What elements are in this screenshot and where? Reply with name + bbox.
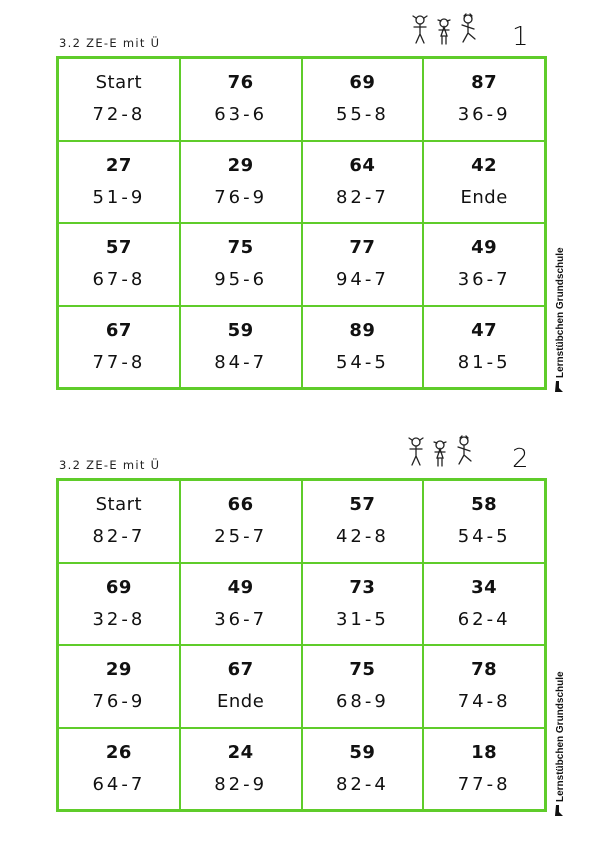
card-answer: 29 <box>227 154 254 176</box>
card-task: 68-9 <box>335 691 389 713</box>
publisher-label: Lernstübchen Grundschule <box>555 247 566 378</box>
domino-card <box>180 728 302 811</box>
card-answer: 59 <box>349 741 376 763</box>
sheet-title: 3.2 ZE-E mit Ü <box>59 458 161 472</box>
domino-card <box>58 306 180 389</box>
card-answer: 24 <box>227 741 254 763</box>
domino-card <box>302 480 424 563</box>
card-answer: 18 <box>471 741 498 763</box>
domino-card <box>302 58 424 141</box>
children-figures-icon <box>408 12 488 46</box>
card-task: 82-4 <box>335 773 389 795</box>
card-task: 25-7 <box>214 526 268 548</box>
domino-card <box>58 563 180 646</box>
domino-card <box>58 223 180 306</box>
card-answer: 57 <box>349 494 376 516</box>
card-task: 82-7 <box>92 526 146 548</box>
domino-card <box>58 141 180 224</box>
domino-card <box>58 480 180 563</box>
card-answer: 57 <box>105 237 132 259</box>
card-answer: 75 <box>227 237 254 259</box>
publisher-logo-icon <box>554 804 564 818</box>
domino-card <box>180 563 302 646</box>
domino-card <box>302 306 424 389</box>
card-task: 84-7 <box>214 351 268 373</box>
card-answer: 29 <box>105 659 132 681</box>
card-task: 76-9 <box>92 691 146 713</box>
card-task: 36-7 <box>214 608 268 630</box>
domino-card <box>423 58 545 141</box>
card-task: 36-9 <box>457 104 511 126</box>
card-task: 82-9 <box>214 773 268 795</box>
card-answer: 87 <box>471 72 498 94</box>
card-task: 95-6 <box>214 269 268 291</box>
card-answer: 49 <box>471 237 498 259</box>
card-answer: 75 <box>349 659 376 681</box>
domino-card <box>58 728 180 811</box>
domino-card <box>423 563 545 646</box>
sheet-number: 1 <box>512 22 529 52</box>
card-task: 64-7 <box>92 773 146 795</box>
card-task: 31-5 <box>335 608 389 630</box>
card-answer: 64 <box>349 154 376 176</box>
domino-card <box>180 58 302 141</box>
card-task: 67-8 <box>92 269 146 291</box>
card-answer: 49 <box>227 576 254 598</box>
card-answer: 27 <box>105 154 132 176</box>
card-answer: 67 <box>105 319 132 341</box>
card-task: 42-8 <box>335 526 389 548</box>
domino-card <box>58 645 180 728</box>
card-answer: 34 <box>471 576 498 598</box>
card-answer: 78 <box>471 659 498 681</box>
card-task: 36-7 <box>457 269 511 291</box>
card-answer: 69 <box>349 72 376 94</box>
domino-card <box>302 141 424 224</box>
card-answer: 69 <box>105 576 132 598</box>
domino-card <box>423 645 545 728</box>
card-answer: 58 <box>471 494 498 516</box>
domino-card <box>302 563 424 646</box>
card-task: 94-7 <box>335 269 389 291</box>
card-answer: 89 <box>349 319 376 341</box>
domino-card <box>180 645 302 728</box>
card-task: 51-9 <box>92 186 146 208</box>
card-answer: 67 <box>227 659 254 681</box>
domino-card <box>180 223 302 306</box>
publisher-label: Lernstübchen Grundschule <box>555 671 566 802</box>
card-answer: Start <box>95 72 143 94</box>
card-answer: 77 <box>349 237 376 259</box>
domino-card <box>180 141 302 224</box>
card-answer: 73 <box>349 576 376 598</box>
card-task: 32-8 <box>92 608 146 630</box>
card-task: 77-8 <box>92 351 146 373</box>
card-answer: 26 <box>105 741 132 763</box>
domino-card <box>423 223 545 306</box>
card-task: 74-8 <box>457 691 511 713</box>
domino-card <box>302 645 424 728</box>
card-task: 77-8 <box>457 773 511 795</box>
card-answer: 59 <box>227 319 254 341</box>
domino-card <box>423 480 545 563</box>
card-task: Ende <box>460 186 508 208</box>
domino-card <box>180 480 302 563</box>
card-answer: 42 <box>471 154 498 176</box>
sheet-number: 2 <box>512 444 529 474</box>
card-task: 81-5 <box>457 351 511 373</box>
card-answer: Start <box>95 494 143 516</box>
domino-grid <box>56 478 547 812</box>
card-task: 54-5 <box>335 351 389 373</box>
domino-card <box>58 58 180 141</box>
domino-card <box>423 728 545 811</box>
card-task: Ende <box>216 691 265 713</box>
card-task: 54-5 <box>457 526 511 548</box>
domino-card <box>302 728 424 811</box>
domino-card <box>423 141 545 224</box>
domino-card <box>180 306 302 389</box>
children-figures-icon <box>404 434 484 468</box>
card-answer: 76 <box>227 72 254 94</box>
card-task: 62-4 <box>457 608 511 630</box>
domino-grid <box>56 56 547 390</box>
sheet-title: 3.2 ZE-E mit Ü <box>59 36 161 50</box>
card-task: 76-9 <box>214 186 268 208</box>
publisher-logo-icon <box>554 380 564 394</box>
card-task: 82-7 <box>335 186 389 208</box>
card-task: 72-8 <box>92 104 146 126</box>
card-task: 55-8 <box>335 104 389 126</box>
card-answer: 66 <box>227 494 254 516</box>
domino-card <box>302 223 424 306</box>
card-task: 63-6 <box>214 104 268 126</box>
domino-card <box>423 306 545 389</box>
card-answer: 47 <box>471 319 498 341</box>
